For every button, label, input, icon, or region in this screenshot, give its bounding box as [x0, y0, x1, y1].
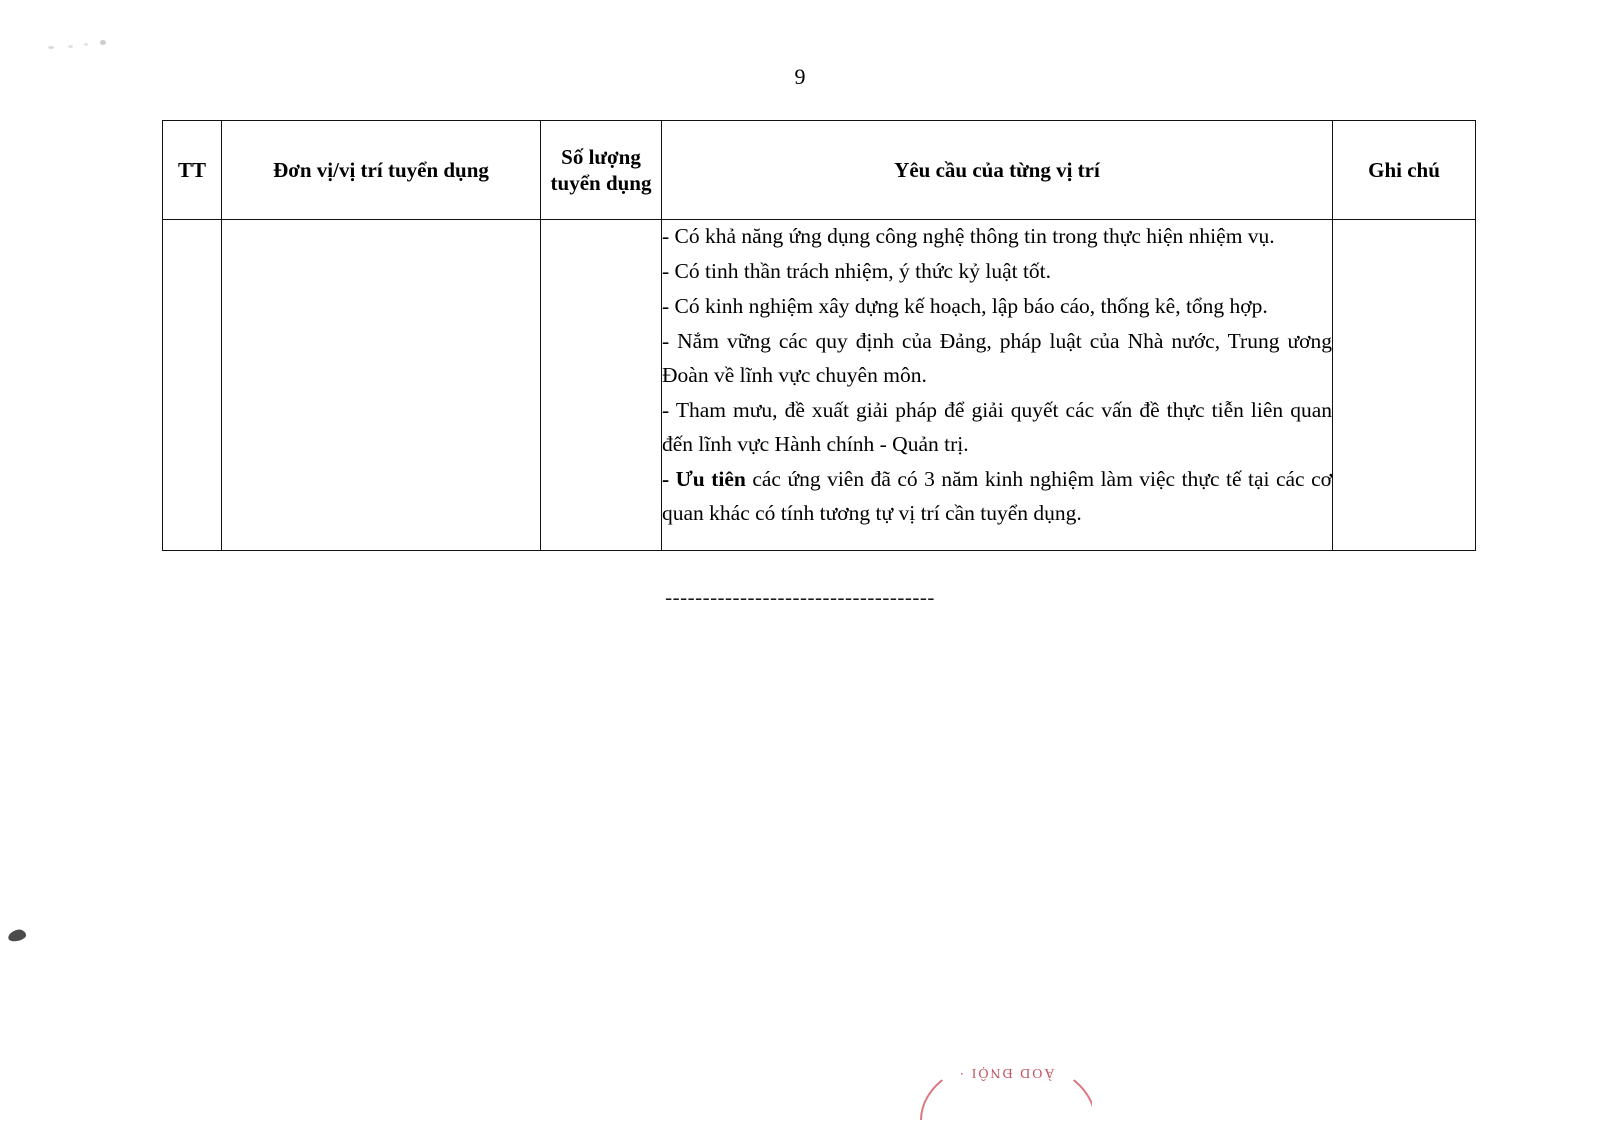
cell-unit-position: [222, 220, 541, 551]
requirement-item-priority: [662, 463, 1332, 531]
red-seal-stamp: [920, 1050, 1092, 1120]
column-header-note: Ghi chú: [1333, 121, 1476, 220]
page-number: 9: [794, 64, 806, 89]
cell-note: [1333, 220, 1476, 551]
requirement-item: - Có kinh nghiệm xây dựng kế hoạch, lập báo cáo, thống kê, tổng hợp.: [662, 293, 1268, 318]
scan-speckle: [84, 43, 88, 46]
recruitment-requirements-table: [162, 120, 1476, 551]
cell-quantity: [541, 220, 662, 551]
cell-requirements: [662, 220, 1333, 551]
scan-speckle: [100, 40, 106, 45]
priority-label: - Ưu tiên: [662, 466, 746, 491]
scan-speckle: [68, 45, 73, 48]
cell-tt: [163, 220, 222, 551]
requirement-item: - Nắm vững các quy định của Đảng, pháp luật của Nhà nước, Trung ương Đoàn về lĩnh vực chuyên môn.: [662, 328, 1332, 387]
requirement-item: - Tham mưu, đề xuất giải pháp để giải quyết các vấn đề thực tiễn liên quan đến lĩnh vực Hành chính - Quản trị.: [662, 397, 1332, 456]
scan-speckle: [48, 46, 54, 49]
column-header-unit-position: Đơn vị/vị trí tuyển dụng: [222, 121, 541, 220]
requirement-item: - Có khả năng ứng dụng công nghệ thông tin trong thực hiện nhiệm vụ.: [662, 224, 1275, 248]
scan-artifact: [7, 928, 27, 943]
requirement-item: - Có tinh thần trách nhiệm, ý thức kỷ luật tốt.: [662, 258, 1052, 283]
column-header-requirements: Yêu cầu của từng vị trí: [662, 121, 1333, 220]
table-row: [163, 220, 1476, 551]
table-header-row: [163, 121, 1476, 220]
column-header-quantity: Số lượng tuyển dụng: [541, 121, 662, 220]
seal-text: ÀOD ĐNỘI ·: [957, 1065, 1055, 1080]
footer-separator: ------------------------------------: [665, 585, 935, 609]
priority-text: các ứng viên đã có 3 năm kinh nghiệm làm việc thực tế tại các cơ quan khác có tính tương tự vị trí cần tuyển dụng.: [662, 466, 1332, 525]
column-header-tt: TT: [163, 121, 222, 220]
